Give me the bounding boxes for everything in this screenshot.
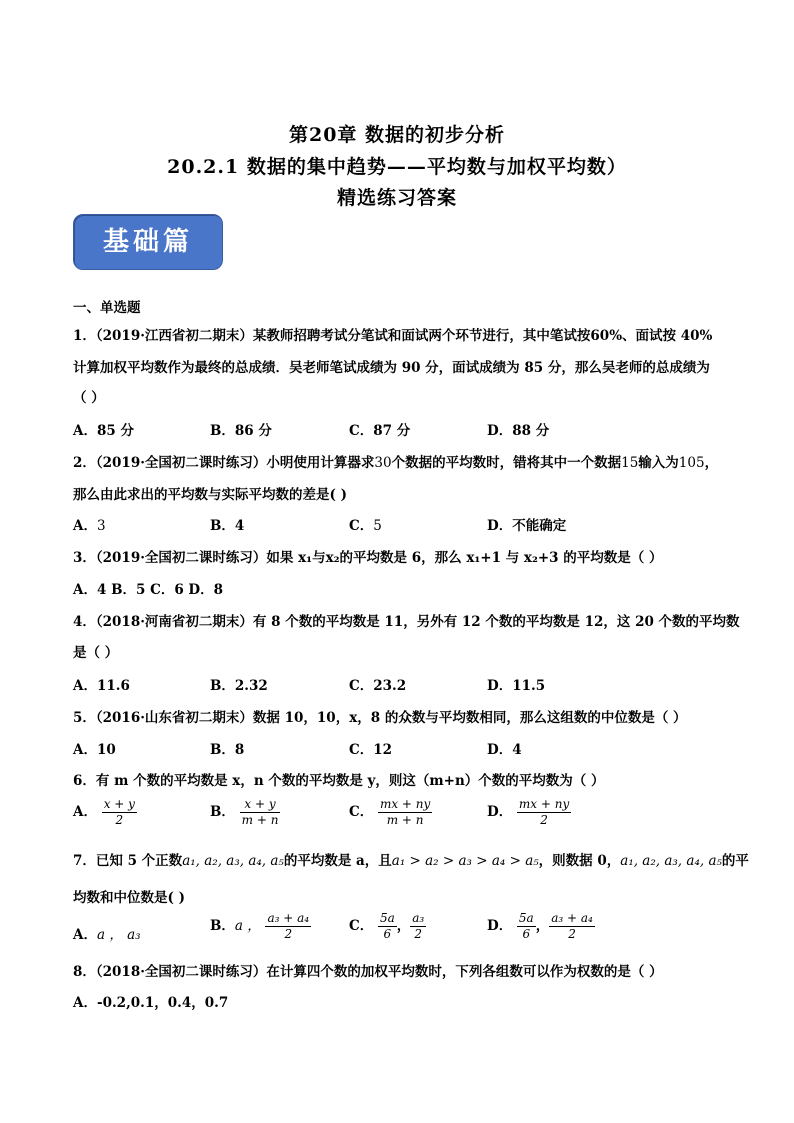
q6-option-b-denominator: m + n <box>241 813 279 827</box>
q6-option-d <box>487 797 571 828</box>
doc-title-answers: 精选练习答案 <box>336 187 457 209</box>
q7-option-c <box>349 911 426 942</box>
q6-option-d-denominator: 2 <box>540 813 548 827</box>
q3-text-line1: 3．（2019·全国初二课时练习）如果 x₁与x₂的平均数是 6，那么 x₁+1 与 x₂+3 的平均数是（ ） <box>73 550 663 566</box>
q7-option-a-label: A． <box>73 927 97 943</box>
q1-option-b: B．86 分 <box>210 423 272 439</box>
q6-option-a-denominator: 2 <box>115 813 124 827</box>
q6-option-b-fraction <box>240 797 281 828</box>
q7-option-c-label: C． <box>349 918 374 934</box>
q6-option-b-numerator: x + y <box>240 797 281 813</box>
q4-option-d: D．11.5 <box>487 678 546 694</box>
q6-option-c-label: C． <box>349 804 374 820</box>
q5-option-a: A．10 <box>73 742 116 758</box>
q7-option-b-denominator: 2 <box>284 927 293 941</box>
q2-option-c-value: 5 <box>373 518 382 534</box>
q2-option-a <box>73 514 106 534</box>
q7-text-line2: 均数和中位数是( ) <box>73 890 185 906</box>
q7-option-d-separator: ， <box>535 918 550 934</box>
q2-option-a-value: 3 <box>96 518 106 534</box>
q7-option-c-separator: ， <box>396 918 411 934</box>
q2-option-b: B．4 <box>210 518 245 534</box>
q4-option-c: C．23.2 <box>349 678 407 694</box>
q6-option-d-numerator: mx + ny <box>518 797 570 811</box>
q7-option-b-numerator: a₃ + a₄ <box>267 911 310 925</box>
q7-option-c-denominator-2: 2 <box>414 927 423 941</box>
q6-option-b-label: B． <box>210 804 235 820</box>
q2-option-d: D．不能确定 <box>487 518 567 534</box>
q2-option-c <box>349 514 382 534</box>
q7-option-a-value: a ， a₃ <box>96 927 141 943</box>
q8-text-line1: 8．（2018·全国初二课时练习）在计算四个数的加权平均数时，下列各组数可以作为权数的是（ ） <box>73 964 663 980</box>
q7-option-d-numerator-2: a₃ + a₄ <box>551 911 593 925</box>
q5-option-c: C．12 <box>349 742 393 758</box>
q6-option-a-fraction <box>102 797 137 828</box>
q6-option-a-numerator: x + y <box>103 797 135 811</box>
q2-number-30: 30 <box>374 455 392 471</box>
q1-text-line2: 计算加权平均数作为最终的总成绩．吴老师笔试成绩为 90 分，面试成绩为 85 分，那么吴老师的总成绩为 <box>73 360 710 376</box>
q7-option-d-label: D． <box>487 918 513 934</box>
q7-option-c-fraction-2 <box>410 911 426 942</box>
q7-text-line1 <box>73 849 749 869</box>
q7-option-b-label: B． <box>210 918 235 934</box>
q7-text-b: 的平均数是 a，且 <box>283 853 392 869</box>
q2-text-line1 <box>73 451 718 471</box>
q6-option-c-denominator: m + n <box>386 813 424 827</box>
q5-option-d: D．4 <box>487 742 522 758</box>
q1-option-c: C．87 分 <box>349 423 411 439</box>
q7-text-a: 7．已知 5 个正数 <box>73 853 183 869</box>
doc-title-section: 20.2.1 数据的集中趋势——平均数与加权平均数） <box>167 156 627 178</box>
section-heading: 一、单选题 <box>73 300 141 316</box>
q7-option-d <box>487 911 595 942</box>
q7-option-c-numerator-1: 5a <box>379 911 395 925</box>
q5-text-line1: 5．（2016·山东省初二期末）数据 10，10，x，8 的众数与平均数相同，那么这组数的中位数是（ ） <box>73 710 687 726</box>
badge-label: 基础篇 <box>102 227 193 257</box>
q7-inequality: a₁ > a₂ > a₃ > a₄ > a₅ <box>391 853 539 869</box>
q4-option-a: A．11.6 <box>73 678 130 694</box>
q6-option-a <box>73 797 137 828</box>
q1-text-line1: 1．（2019·江西省初二期末）某教师招聘考试分笔试和面试两个环节进行，其中笔试按60%、面试按 40% <box>73 328 713 344</box>
q7-sequence: a₁, a₂, a₃, a₄, a₅ <box>182 853 284 869</box>
q6-option-c-fraction <box>378 797 432 828</box>
doc-title-chapter: 第20章 数据的初步分析 <box>288 124 506 146</box>
q1-option-d: D．88 分 <box>487 423 550 439</box>
q7-option-a <box>73 923 141 943</box>
q2-number-105: 105 <box>678 455 705 471</box>
q7-option-d-fraction-1 <box>517 911 536 942</box>
q4-text-line1: 4．（2018·河南省初二期末）有 8 个数的平均数是 11，另外有 12 个数的平均数是 12，这 20 个数的平均数 <box>73 614 740 630</box>
q7-option-b-value: a ， <box>234 918 261 934</box>
q6-option-d-fraction <box>517 797 571 828</box>
q6-option-c-numerator: mx + ny <box>379 797 431 811</box>
q2-option-a-label: A． <box>73 518 97 534</box>
q7-option-c-denominator-1: 6 <box>383 927 392 941</box>
q1-text-line3: （ ） <box>73 390 105 406</box>
q6-option-b <box>210 797 280 828</box>
q7-option-b-fraction <box>265 911 311 942</box>
q7-option-d-numerator-1: 5a <box>518 911 534 925</box>
q6-option-d-label: D． <box>487 804 513 820</box>
q7-option-d-fraction-2 <box>549 911 595 942</box>
q6-option-a-label: A． <box>73 804 97 820</box>
q2-text-c: 输入为 <box>638 455 679 471</box>
q2-text-b: 个数据的平均数时，错将其中一个数据 <box>391 455 622 471</box>
q7-option-c-numerator-2: a₃ <box>412 911 425 925</box>
q7-option-c-fraction-1 <box>378 911 397 942</box>
q8-option-a: A．-0.2,0.1，0.4，0.7 <box>73 995 229 1011</box>
q3-options: A．4 B．5 C．6 D．8 <box>73 582 224 598</box>
q2-text-a: 2．（2019·全国初二课时练习）小明使用计算器求 <box>73 455 375 471</box>
q5-option-b: B．8 <box>210 742 245 758</box>
q2-number-15: 15 <box>621 455 639 471</box>
q7-sequence-2: a₁, a₂, a₃, a₄, a₅ <box>620 853 722 869</box>
q7-option-d-denominator-2: 2 <box>568 927 576 941</box>
q1-option-a: A．85 分 <box>73 423 134 439</box>
q6-option-c <box>349 797 432 828</box>
q4-text-line2: 是（ ） <box>73 645 119 661</box>
q2-text-line2: 那么由此求出的平均数与实际平均数的差是( ) <box>73 487 347 503</box>
basic-level-badge <box>73 214 223 270</box>
q7-option-d-denominator-1: 6 <box>522 927 531 941</box>
q7-option-b <box>210 911 311 942</box>
q2-option-c-label: C． <box>349 518 374 534</box>
q4-option-b: B．2.32 <box>210 678 268 694</box>
q6-text-line1: 6．有 m 个数的平均数是 x，n 个数的平均数是 y，则这（m+n）个数的平均数为（ ） <box>73 773 605 789</box>
q7-text-d: 的平 <box>721 853 749 869</box>
q7-text-c: ，则数据 0， <box>538 853 621 869</box>
q2-text-d: ， <box>704 455 719 471</box>
